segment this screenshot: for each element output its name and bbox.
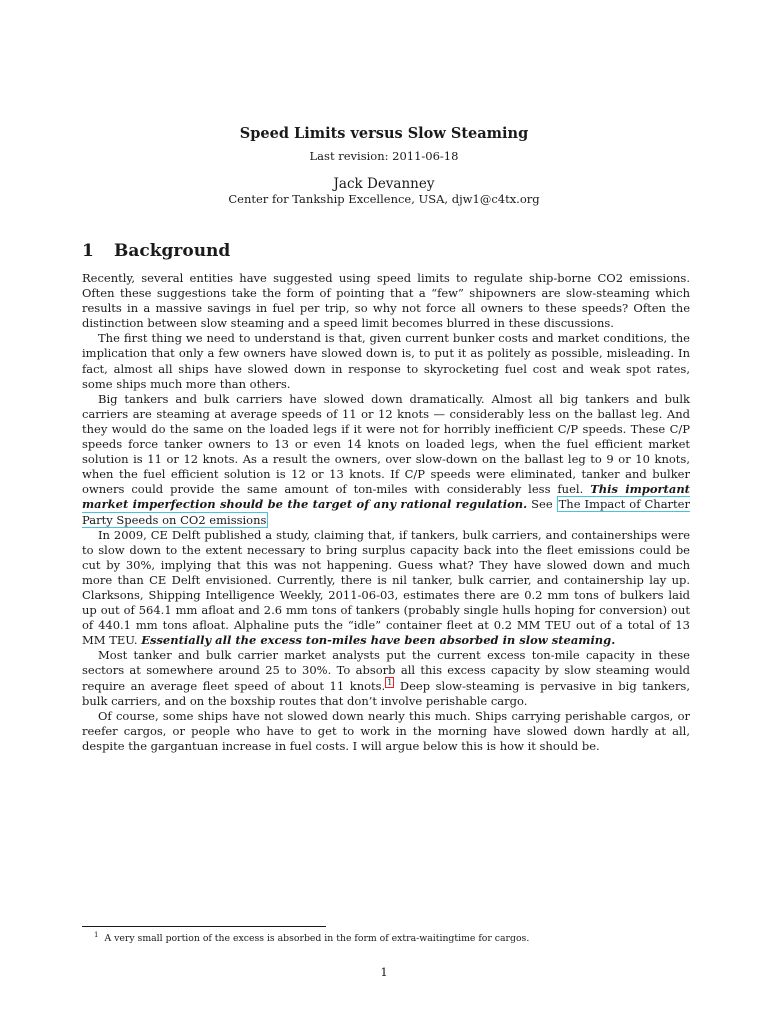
section-heading (82, 241, 230, 261)
charter-party-link[interactable]: The Impact of Charter Party Speeds on CO2 emissions (82, 497, 690, 527)
footnote-mark: 1 (94, 931, 99, 939)
footnote (82, 931, 702, 944)
footnote-link[interactable]: 1 (387, 677, 393, 687)
paragraph-3-see: See (527, 497, 557, 512)
paragraph-5-rest: Deep slow-steaming is pervasive in big tankers, bulk carriers, and on the boxship routes that don’t involve perishable cargo. (82, 678, 690, 708)
footnote-text: A very small portion of the excess is absorbed in the form of extra-waitingtime for cargos. (104, 933, 530, 945)
paragraph-3-text: Big tankers and bulk carriers have slowed down dramatically. Almost all big tankers and bulk carriers are steaming at average speeds of 11 or 12 knots — considerably less on the ballast leg. And they would do the same on the loaded legs if it were not for horribly inefficient C/P speeds. These C/P speeds force tanker owners to 13 or even 14 knots on loaded legs, when the fuel efficient market solution is 11 or 12 knots. As a result the owners, over slow-down on the ballast leg to 9 or 10 knots, when the fuel efficient solution is 12 or 13 knots. If C/P speeds were eliminated, tanker and bulker owners could provide the same amount of ton-miles with considerably less fuel. (82, 391, 690, 497)
footnote-divider (82, 926, 326, 927)
author-name: Jack Devanney (333, 176, 435, 192)
paragraph-6: Of course, some ships have not slowed down nearly this much. Ships carrying perishable cargos, or reefer cargos, or people who have to get to work in the morning have slowed down hardly at all, despite the gargantuan increase in fuel costs. I will argue below this is how it should be. (82, 708, 690, 753)
paragraph-3-emphasis: This important market imperfection should be the target of any rational regulation. (82, 482, 690, 512)
paragraph-4-emphasis: Essentially all the excess ton-miles have been absorbed in slow steaming. (141, 633, 616, 648)
paragraph-2: The first thing we need to understand is that, given current bunker costs and market conditions, the implication that only a few owners have slowed down is, to put it as politely as possible, misleading. In fact, almost all ships have slowed down in response to skyrocketing fuel cost and weak spot rates, some ships much more than others. (82, 331, 690, 391)
paper-title: Speed Limits versus Slow Steaming (239, 125, 529, 142)
paragraph-1: Recently, several entities have suggested using speed limits to regulate ship-borne CO2 emissions. Often these suggestions take the form of pointing that a “few” shipowners are slow-steaming which results in a massive savings in fuel per trip, so why not force all owners to these speeds? Often the distinction between slow steaming and a speed limit becomes blurred in these discussions. (82, 271, 690, 331)
section-number: 1 (82, 241, 94, 261)
revision-date: Last revision: 2011-06-18 (309, 149, 459, 163)
section-title: Background (114, 241, 231, 261)
section-body (82, 271, 690, 754)
page-number: 1 (380, 965, 388, 979)
paragraph-5-text: Most tanker and bulk carrier market analysts put the current excess ton-mile capacity in these sectors at somewhere around 25 to 30%. To absorb all this excess capacity by slow steaming would require an average fleet speed of about 11 knots. (82, 648, 690, 693)
paragraph-4-text: In 2009, CE Delft published a study, claiming that, if tankers, bulk carriers, and containerships were to slow down to the extent necessary to bring surplus capacity back into the fleet emissions could be cut by 30%, implying that this was not happening. Guess what? They have slowed down and much more than CE Delft envisioned. Currently, there is nil tanker, bulk carrier, and containership lay up. Clarksons, Shipping Intelligence Weekly, 2011-06-03, estimates there are 0.2 mm tons of bulkers laid up out of 564.1 mm afloat and 2.6 mm tons of tankers (probably single hulls hoping for conversion) out of 440.1 mm tons afloat. Alphaline puts the “idle” container fleet at 0.2 MM TEU out of a total of 13 MM TEU. (82, 527, 690, 648)
paragraph-3 (82, 392, 690, 528)
paragraph-5 (82, 648, 690, 708)
paragraph-4 (82, 528, 690, 649)
author-affiliation: Center for Tankship Excellence, USA, djw1@c4tx.org (228, 192, 540, 206)
